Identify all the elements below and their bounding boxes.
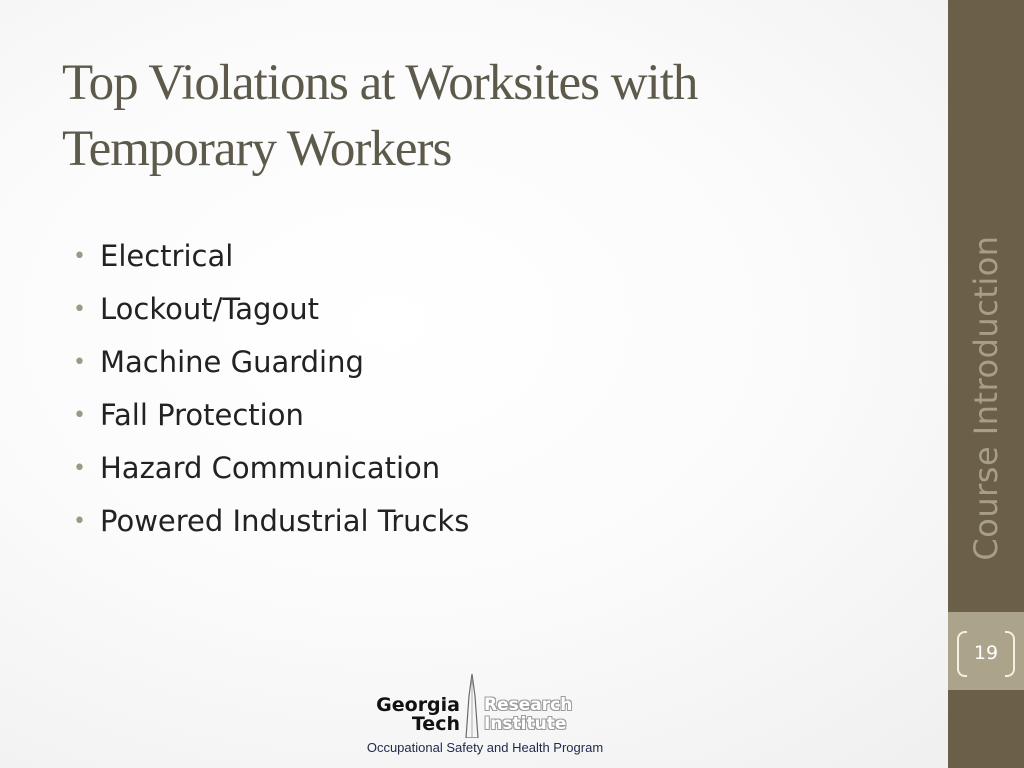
bullet-item	[70, 283, 469, 336]
bullet-text: Lockout/Tagout	[100, 292, 319, 326]
page-number: 19	[973, 642, 999, 664]
section-label: Course Introduction	[967, 235, 1005, 561]
logo-left-line-1: Georgia	[376, 694, 460, 716]
logo-left-line-2: Tech	[411, 713, 460, 735]
bullet-item	[70, 495, 469, 548]
logo-right-line-2: Institute	[484, 714, 567, 734]
bullet-item	[70, 336, 469, 389]
bullet-text: Machine Guarding	[100, 345, 364, 379]
bullet-text: Hazard Communication	[100, 451, 441, 485]
bullet-dot-icon: •	[73, 509, 86, 534]
bullet-dot-icon: •	[73, 244, 86, 269]
bullet-dot-icon: •	[73, 403, 86, 428]
bullet-dot-icon: •	[73, 297, 86, 322]
georgia-tech-research-institute-logo	[372, 672, 592, 738]
bullet-dot-icon: •	[73, 456, 86, 481]
slide-title	[62, 50, 902, 182]
bullet-text: Electrical	[100, 239, 234, 273]
slide-title-line-1: Top Violations at Worksites with	[62, 55, 698, 111]
logo-right-line-1: Research	[484, 695, 573, 715]
logo-research-institute-text	[484, 696, 572, 734]
program-footer-text: Occupational Safety and Health Program	[366, 740, 604, 755]
logo-georgia-tech-text	[376, 696, 460, 734]
page-number-box	[955, 631, 1017, 677]
bullet-list	[70, 230, 469, 548]
bullet-dot-icon: •	[73, 350, 86, 375]
spire-icon	[463, 674, 481, 738]
bullet-item	[70, 442, 469, 495]
bullet-item	[70, 389, 469, 442]
bullet-text: Fall Protection	[100, 398, 304, 432]
bullet-text: Powered Industrial Trucks	[100, 504, 470, 538]
bullet-item	[70, 230, 469, 283]
slide-title-line-2: Temporary Workers	[62, 121, 452, 177]
